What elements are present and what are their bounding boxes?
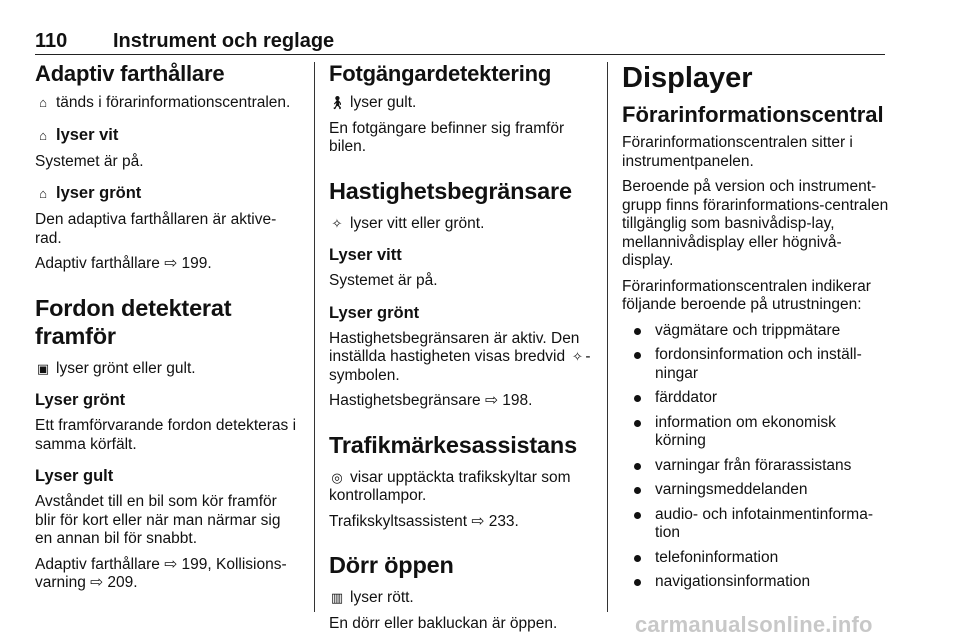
subsection-title: Lyser gult: [35, 467, 114, 485]
bullet-icon: [634, 420, 641, 427]
paragraph: Hastighetsbegränsaren är aktiv. Den inställda hastigheten visas bredvid ✧ -symbolen.: [329, 329, 591, 384]
cross-reference: Adaptiv farthållare ⇨ 199, Kollisions-varning ⇨ 209.: [35, 555, 287, 591]
bullet-icon: [634, 463, 641, 470]
paragraph: ✧ lyser vitt eller grönt.: [329, 215, 593, 234]
section-title: Fordon detekterat framför: [35, 294, 232, 349]
subsection-title: ⌂ lyser vit: [35, 125, 297, 146]
section-title: Adaptiv farthållare: [35, 61, 225, 86]
chapter-title: Instrument och reglage: [113, 30, 335, 52]
section-title: Fotgängardetektering: [329, 61, 552, 86]
cross-reference: Trafikskyltsassistent ⇨ 233.: [329, 512, 519, 530]
section-title: Dörr öppen: [329, 552, 454, 578]
subsection-title: Lyser vitt: [329, 246, 402, 264]
bullet-icon: [634, 352, 641, 359]
page-number: 110: [35, 30, 68, 52]
paragraph: Beroende på version och instrument-grupp finns förarinformations-centralen tillgänglig som basnivådisp-lay, mellannivådisplay eller högnivå-display.: [622, 178, 889, 269]
column-1: [35, 62, 297, 600]
list-item: fordonsinformation och inställ-ningar: [622, 346, 890, 383]
paragraph: Systemet är på.: [35, 152, 144, 170]
list-item: audio- och infotainmentinforma-tion: [622, 506, 890, 543]
list-item: navigationsinformation: [622, 573, 890, 592]
list-item: varningsmeddelanden: [622, 481, 890, 500]
section-title: Förarinformationscentral: [622, 102, 884, 127]
paragraph: ▣ lyser grönt eller gult.: [36, 359, 196, 377]
list-item: vägmätare och trippmätare: [622, 322, 890, 341]
list-item: varningar från förarassistans: [622, 457, 890, 476]
bullet-icon: [634, 328, 641, 335]
bullet-icon: [634, 395, 641, 402]
cruise-control-icon: ⌂: [39, 95, 47, 110]
paragraph: Systemet är på.: [329, 272, 438, 289]
bullet-icon: [634, 555, 641, 562]
cruise-control-icon: ⌂: [39, 186, 47, 201]
column-divider: [314, 62, 315, 612]
paragraph: Den adaptiva farthållaren är aktive-rad.: [35, 211, 277, 247]
paragraph: En fotgängare befinner sig framför bilen.: [329, 119, 565, 155]
paragraph: Ett framförvarande fordon detekteras i samma körfält.: [35, 417, 297, 453]
column-2: [329, 62, 593, 640]
paragraph: ⌂ tänds i förarinformationscentralen.: [35, 94, 297, 113]
section-title: Trafikmärkesassistans: [329, 431, 577, 458]
chapter-heading: Displayer: [622, 62, 753, 94]
speed-limiter-icon: ✧: [331, 215, 343, 231]
cross-reference: Hastighetsbegränsare ⇨ 198.: [329, 392, 533, 409]
paragraph: 🚶︎ lyser gult.: [329, 94, 417, 111]
paragraph: Förarinformationscentralen sitter i instrumentpanelen.: [622, 134, 853, 170]
speed-limiter-icon: ✧: [571, 349, 583, 364]
paragraph: Förarinformationscentralen indikerar följande beroende på utrustningen:: [622, 277, 871, 313]
cruise-control-icon: ⌂: [39, 127, 47, 143]
car-front-icon: ▣: [36, 360, 50, 376]
list-item: telefoninformation: [622, 549, 890, 568]
bullet-list: [622, 322, 890, 592]
bullet-icon: [634, 512, 641, 519]
watermark: carmanualsonline.info: [635, 612, 873, 637]
page-header: [35, 28, 885, 55]
door-open-icon: ▥: [330, 590, 344, 605]
bullet-icon: [634, 487, 641, 494]
traffic-sign-icon: ◎: [331, 469, 343, 485]
list-item: färddator: [622, 389, 890, 408]
subsection-title: ⌂ lyser grönt: [35, 183, 297, 204]
subsection-title: Lyser grönt: [329, 303, 420, 322]
column-divider: [607, 62, 608, 612]
paragraph: ▥ lyser rött.: [330, 589, 414, 606]
pedestrian-icon: 🚶︎: [329, 95, 346, 110]
section-title: Hastighetsbegränsare: [329, 177, 572, 204]
paragraph: ◎ visar upptäckta trafikskyltar som kontrollampor.: [329, 468, 571, 504]
paragraph: Avståndet till en bil som kör framför blir för kort eller när man närmar sig en annan bil för snabbt.: [35, 493, 281, 547]
column-3: [622, 62, 890, 598]
list-item: information om ekonomisk körning: [622, 414, 890, 451]
cross-reference: Adaptiv farthållare ⇨ 199.: [35, 255, 212, 272]
bullet-icon: [634, 579, 641, 586]
subsection-title: Lyser grönt: [35, 391, 126, 409]
paragraph: En dörr eller bakluckan är öppen.: [329, 614, 558, 632]
